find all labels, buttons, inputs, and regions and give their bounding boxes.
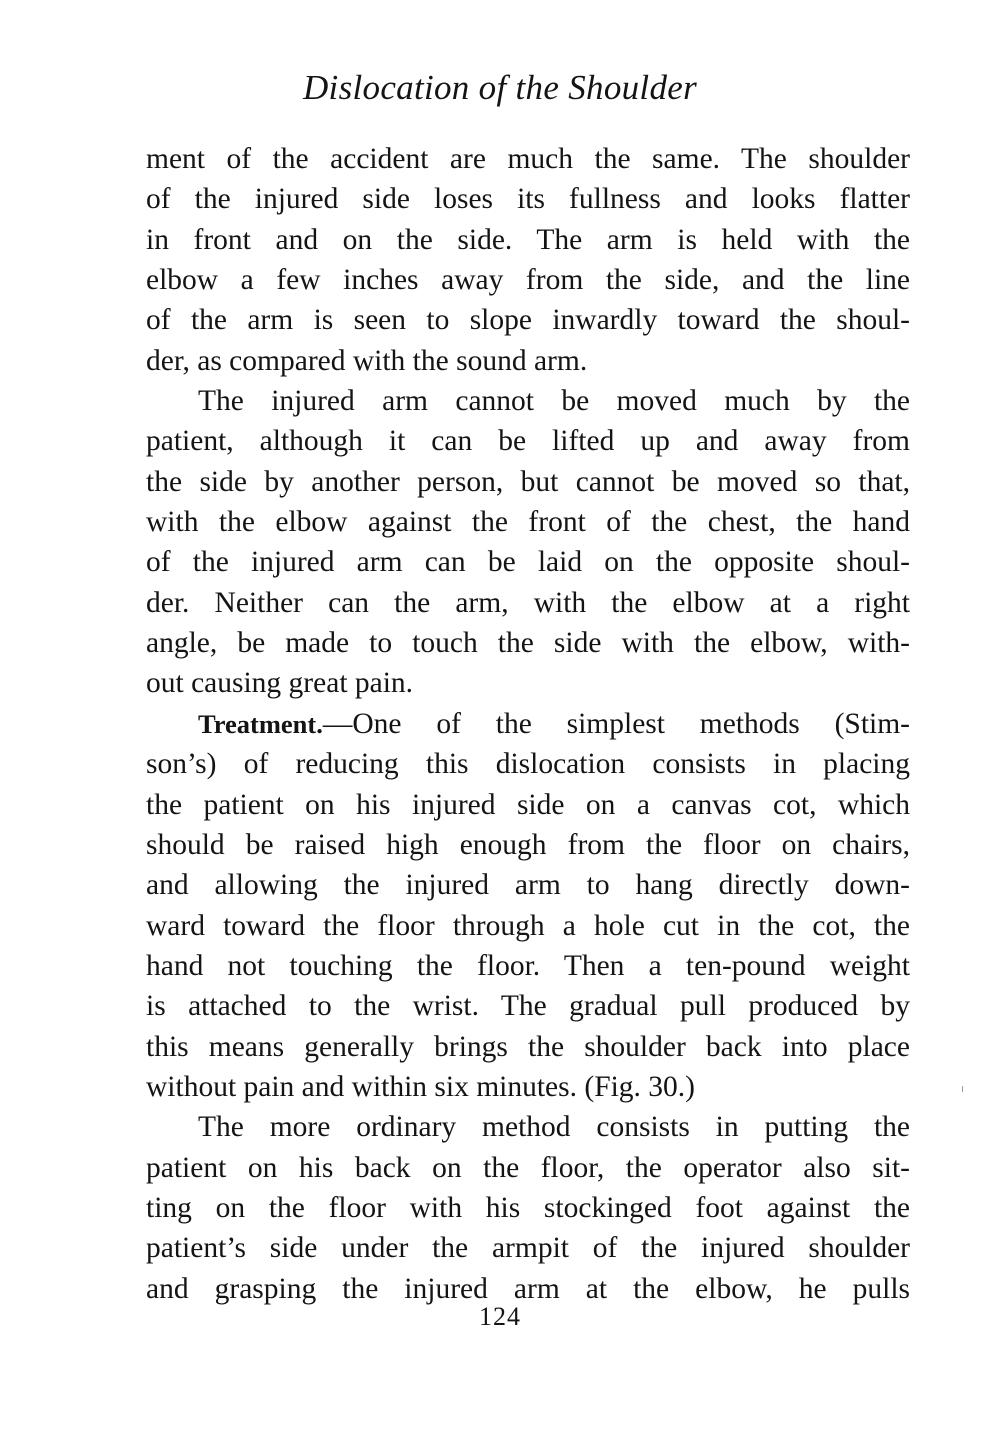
text-line: should be raised high enough from the floor on chairs, [146,828,910,861]
text-line: is attached to the wrist. The gradual pull produced by [146,990,910,1023]
text-line: patient’s side under the armpit of the injured shoulder [146,1232,910,1265]
text-line [146,704,910,744]
text-line: patient, although it can be lifted up and away from [146,425,910,458]
text-line: patient on his back on the floor, the operator also sit- [146,1151,910,1184]
paragraph-2 [146,381,910,704]
text-line: the patient on his injured side on a canvas cot, which [146,788,910,821]
text-line: der. Neither can the arm, with the elbow at a right [146,586,910,619]
text-line: The more ordinary method consists in putting the [198,1111,910,1144]
page-number: 124 [479,1302,521,1331]
text-line: without pain and within six minutes. (Fig. 30.) [146,1070,696,1103]
text-line: angle, be made to touch the side with the elbow, with- [146,627,910,660]
scan-speck [962,1086,963,1092]
text-line: of the arm is seen to slope inwardly toward the shoul- [146,304,910,337]
paragraph-1 [146,139,910,381]
text-line: and grasping the injured arm at the elbow, he pulls [146,1272,910,1305]
text-line: ment of the accident are much the same. The shoulder [146,143,910,175]
text-line: der, as compared with the sound arm. [146,344,588,377]
paragraph-4 [146,1107,910,1309]
run-in-heading: Treatment. [198,708,323,739]
text-line: ting on the floor with his stockinged foot against the [146,1191,910,1224]
text-line: of the injured side loses its fullness and looks flatter [146,183,910,216]
text-line: this means generally brings the shoulder back into place [146,1030,910,1063]
text-line: the side by another person, but cannot be moved so that, [146,465,910,498]
text-line: elbow a few inches away from the side, and the line [146,264,910,297]
text-line: of the injured arm can be laid on the opposite shoul- [146,546,910,579]
text-line: hand not touching the floor. Then a ten-pound weight [146,949,910,982]
text-line: ward toward the floor through a hole cut in the cot, the [146,909,910,942]
text-line-rest: —One of the simplest methods (Stim- [322,707,910,740]
text-line: out causing great pain. [146,667,414,700]
paragraph-treatment [146,704,910,1107]
text-line: and allowing the injured arm to hang directly down- [146,869,910,902]
text-line: son’s) of reducing this dislocation consists in placing [146,748,910,781]
running-head: Dislocation of the Shoulder [302,68,698,107]
body-text [146,139,910,1309]
text-line: with the elbow against the front of the chest, the hand [146,506,910,539]
text-line: in front and on the side. The arm is held with the [146,223,910,256]
text-line: The injured arm cannot be moved much by the [198,385,910,418]
